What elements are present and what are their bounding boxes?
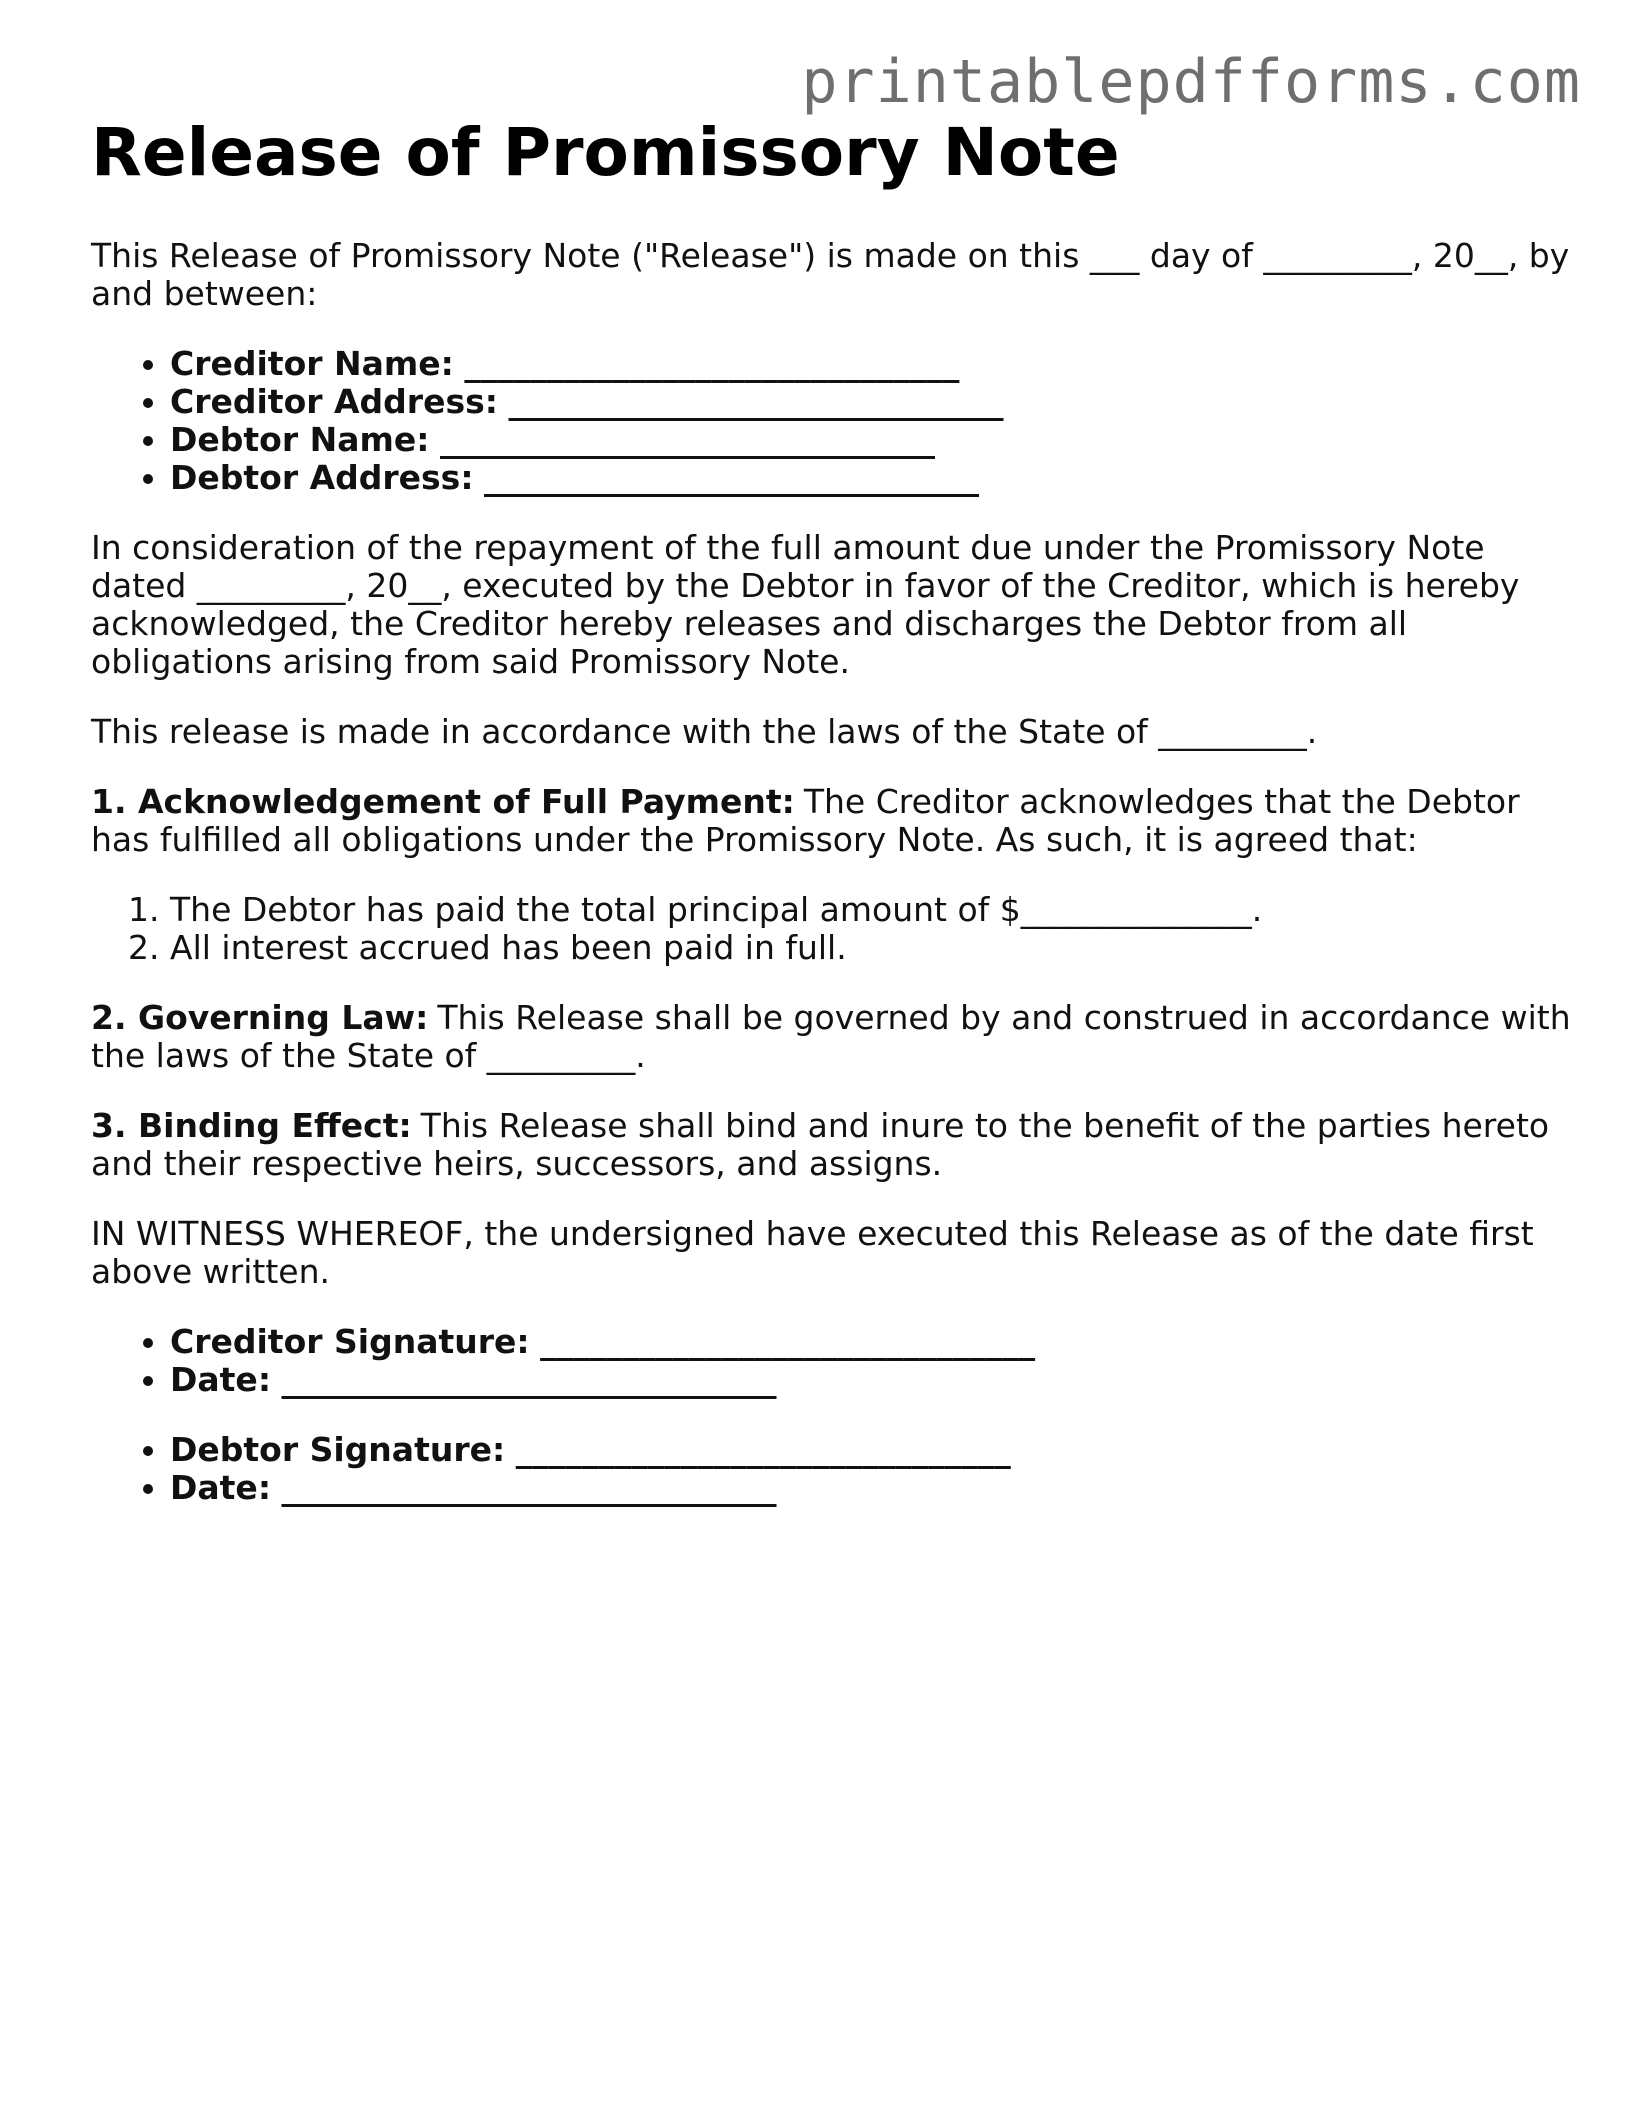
field-blank-creditor-name: ______________________________: [464, 343, 960, 383]
list-item: [170, 1469, 1571, 1507]
section-binding-effect: [91, 1107, 1571, 1183]
field-label-debtor-date: Date:: [170, 1467, 272, 1507]
consideration-paragraph: In consideration of the repayment of the full amount due under the Promissory Note dated _________, 20__, executed by the Debtor in favor of the Creditor, which is hereby acknowledged, the Creditor hereby releases and discharges the Debtor from all obligations arising from said Promissory Note.: [91, 527, 1520, 681]
watermark-site-name: printablepdfforms.com: [801, 47, 1581, 117]
section-acknowledgement: [91, 783, 1571, 859]
section-text: This Release shall be governed by and construed in accordance with the laws of the State of _________.: [91, 997, 1571, 1075]
list-item: [170, 1323, 1571, 1361]
list-item: 1. The Debtor has paid the total principal amount of $______________.: [170, 891, 1571, 929]
list-item: [170, 1361, 1571, 1399]
section-heading: 2. Governing Law:: [91, 997, 429, 1037]
field-label-creditor-address: Creditor Address:: [170, 381, 498, 421]
field-blank-creditor-date: ______________________________: [281, 1359, 777, 1399]
section-text: This Release shall bind and inure to the benefit of the parties hereto and their respective heirs, successors, and assigns.: [91, 1105, 1550, 1183]
state-law-paragraph: This release is made in accordance with the laws of the State of _________.: [91, 711, 1318, 751]
section-governing-law: [91, 999, 1571, 1075]
field-blank-debtor-date: ______________________________: [281, 1467, 777, 1507]
witness-paragraph: IN WITNESS WHEREOF, the undersigned have executed this Release as of the date first above written.: [91, 1213, 1534, 1291]
list-item: [170, 459, 1571, 497]
field-label-creditor-signature: Creditor Signature:: [170, 1321, 530, 1361]
field-label-debtor-signature: Debtor Signature:: [170, 1429, 506, 1469]
list-item: [170, 421, 1571, 459]
section-heading: 1. Acknowledgement of Full Payment:: [91, 781, 795, 821]
parties-list: [91, 345, 1571, 497]
payment-terms-list: [91, 891, 1571, 967]
field-blank-creditor-address: ______________________________: [508, 381, 1004, 421]
list-item: [170, 383, 1571, 421]
field-label-debtor-address: Debtor Address:: [170, 457, 474, 497]
field-label-creditor-name: Creditor Name:: [170, 343, 454, 383]
list-item: [170, 1431, 1571, 1469]
section-text: The Creditor acknowledges that the Debtor has fulfilled all obligations under the Promissory Note. As such, it is agreed that:: [91, 781, 1520, 859]
list-item: [170, 345, 1571, 383]
section-heading: 3. Binding Effect:: [91, 1105, 412, 1145]
field-blank-creditor-signature: ______________________________: [540, 1321, 1036, 1361]
creditor-signature-list: [91, 1323, 1571, 1399]
field-blank-debtor-name: ______________________________: [439, 419, 935, 459]
field-blank-debtor-address: ______________________________: [484, 457, 980, 497]
field-blank-debtor-signature: ______________________________: [515, 1429, 1011, 1469]
intro-paragraph: This Release of Promissory Note ("Release") is made on this ___ day of _________, 20__, by and between:: [91, 235, 1570, 313]
field-label-creditor-date: Date:: [170, 1359, 272, 1399]
field-label-debtor-name: Debtor Name:: [170, 419, 430, 459]
document-title: Release of Promissory Note: [91, 114, 1120, 191]
debtor-signature-list: [91, 1431, 1571, 1507]
list-item: 2. All interest accrued has been paid in full.: [170, 929, 1571, 967]
document-page: [91, 115, 1571, 1539]
